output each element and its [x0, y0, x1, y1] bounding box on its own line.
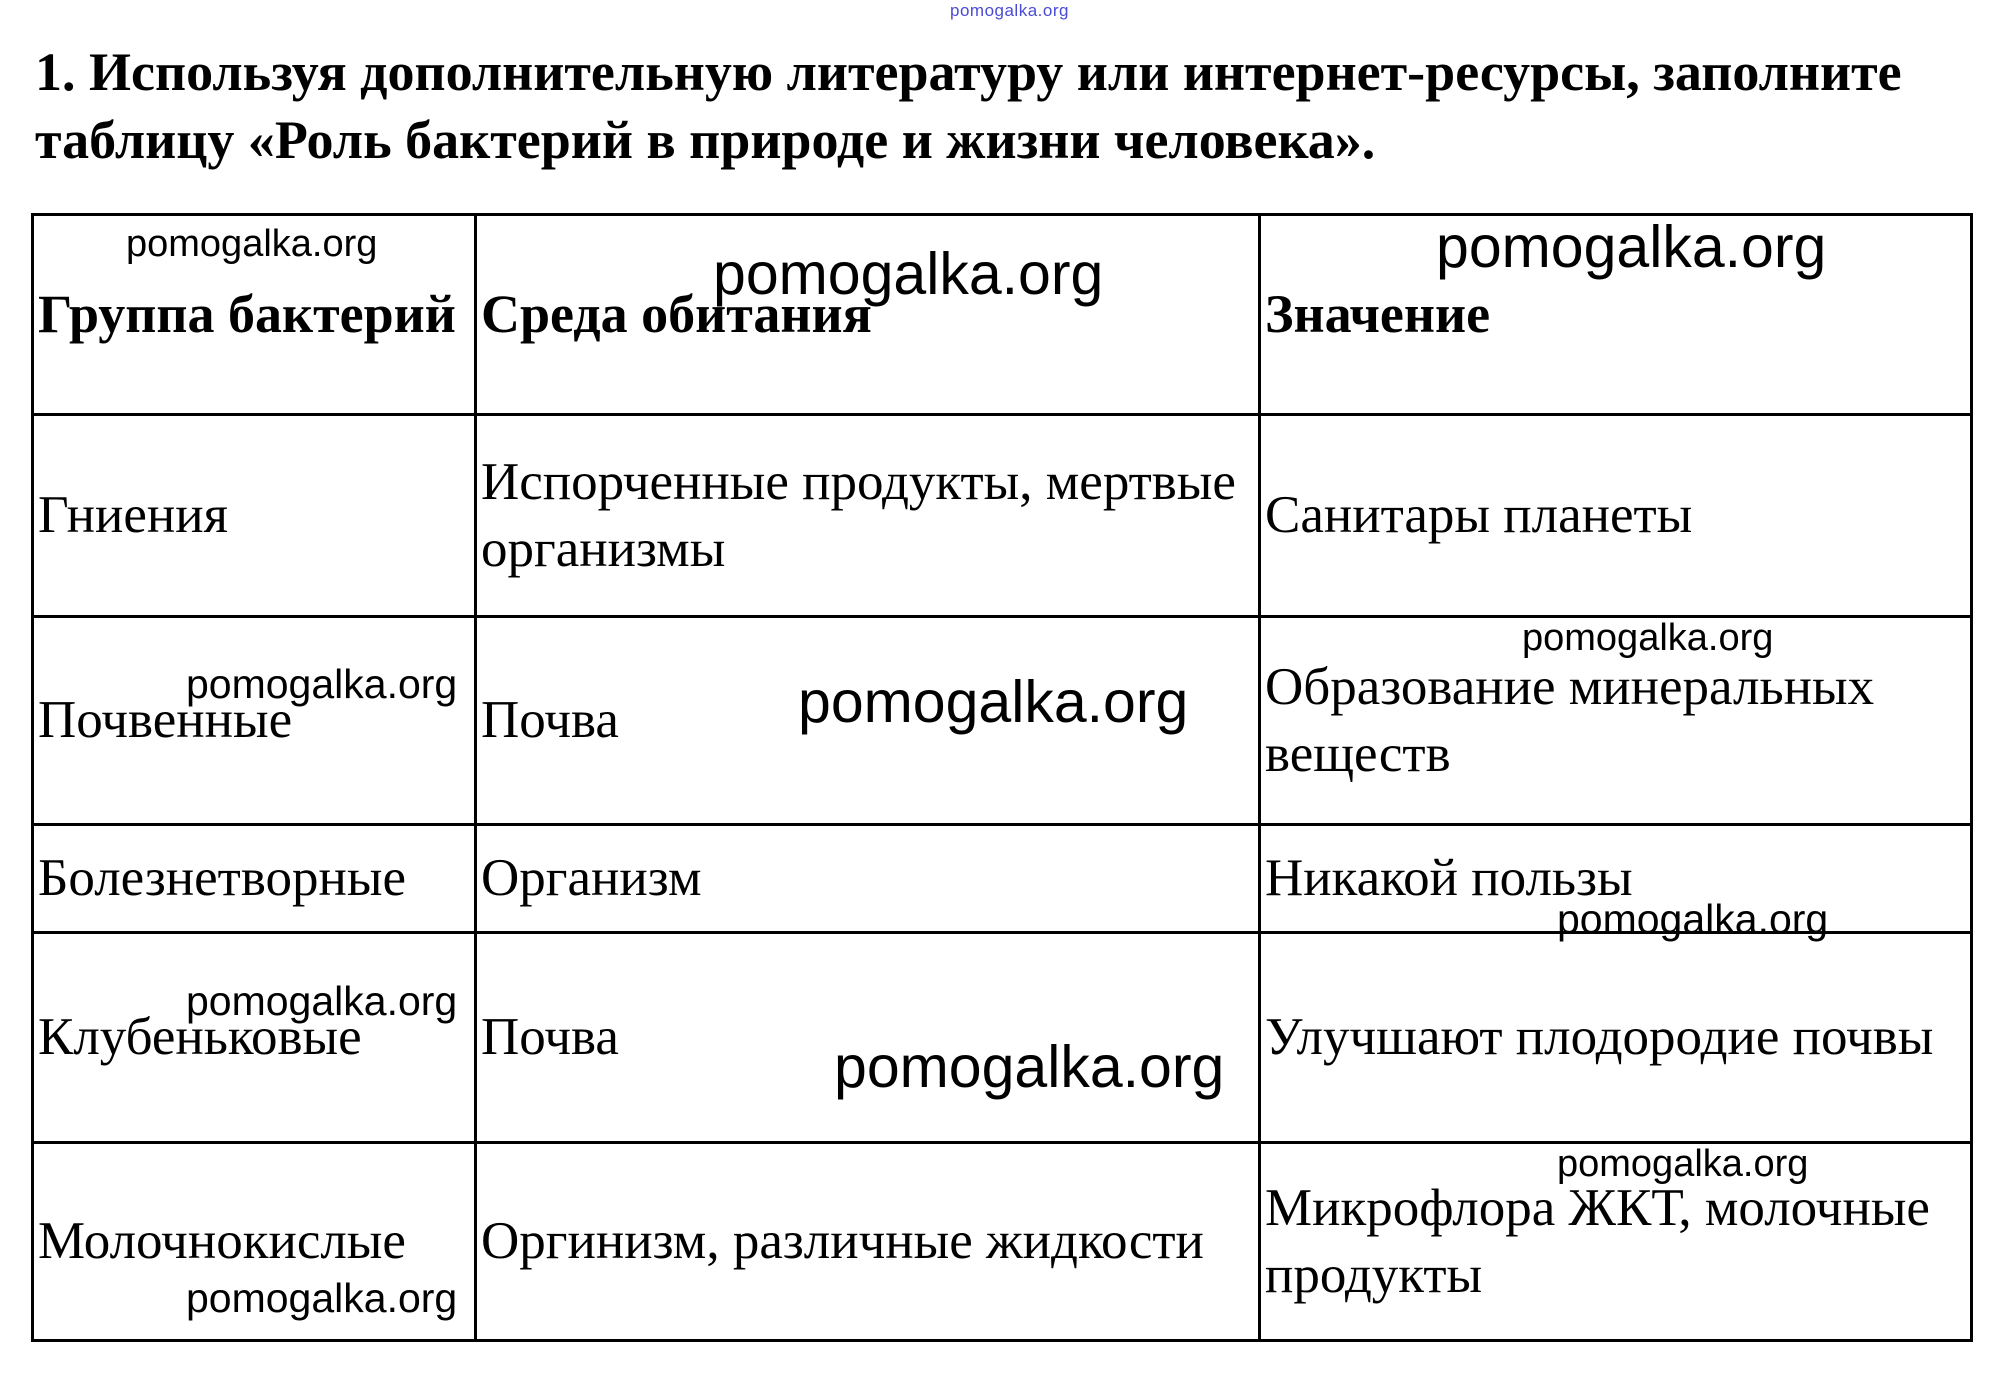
watermark: pomogalka.org [1557, 896, 1829, 942]
header-label: Группа бактерий [38, 284, 456, 344]
cell-text: Улучшают плодородие почвы [1265, 1008, 1934, 1066]
cell-text: Почва [481, 1008, 619, 1066]
cell-text: Организм [481, 849, 702, 907]
cell-text: Почва [481, 691, 619, 749]
table-cell [1261, 934, 1970, 1144]
table-cell [477, 416, 1261, 618]
table-cell [34, 826, 477, 934]
watermark: pomogalka.org [186, 661, 458, 707]
watermark: pomogalka.org [713, 241, 1104, 307]
cell-text: Образование минеральных веществ [1265, 657, 1875, 783]
watermark: pomogalka.org [186, 978, 458, 1024]
top-watermark: pomogalka.org [950, 1, 1069, 20]
cell-text: Почвенные [38, 691, 293, 749]
cell-text: Микрофлора ЖКТ, молочные продукты [1265, 1178, 1930, 1304]
cell-text: Болезнетворные [38, 849, 406, 907]
watermark: pomogalka.org [1522, 617, 1774, 659]
cell-text: Молочнокислые [38, 1212, 406, 1270]
watermark: pomogalka.org [834, 1034, 1225, 1100]
watermark: pomogalka.org [1557, 1143, 1809, 1185]
watermark: pomogalka.org [126, 223, 378, 265]
cell-text: Клубеньковые [38, 1008, 362, 1066]
watermark: pomogalka.org [1436, 214, 1827, 280]
watermark: pomogalka.org [798, 669, 1189, 735]
cell-text: Гниения [38, 486, 228, 544]
table-cell [477, 826, 1261, 934]
header-label: Значение [1265, 284, 1491, 344]
cell-text: Никакой пользы [1265, 849, 1633, 907]
table-cell [1261, 416, 1970, 618]
cell-text: Испорченные продукты, мертвые организмы [481, 452, 1236, 578]
cell-text: Оргинизм, различные жидкости [481, 1212, 1204, 1270]
table-cell [477, 1144, 1261, 1339]
task-title: 1. Используя дополнительную литературу или интернет-ресурсы, заполните таблицу «Роль бактерий в природе и жизни человека». [35, 42, 1902, 170]
table-cell [34, 618, 477, 826]
table-cell [34, 934, 477, 1144]
watermark: pomogalka.org [186, 1275, 458, 1321]
table-cell [34, 416, 477, 618]
header-label: Среда обитания [481, 284, 872, 344]
cell-text: Санитары планеты [1265, 486, 1693, 544]
